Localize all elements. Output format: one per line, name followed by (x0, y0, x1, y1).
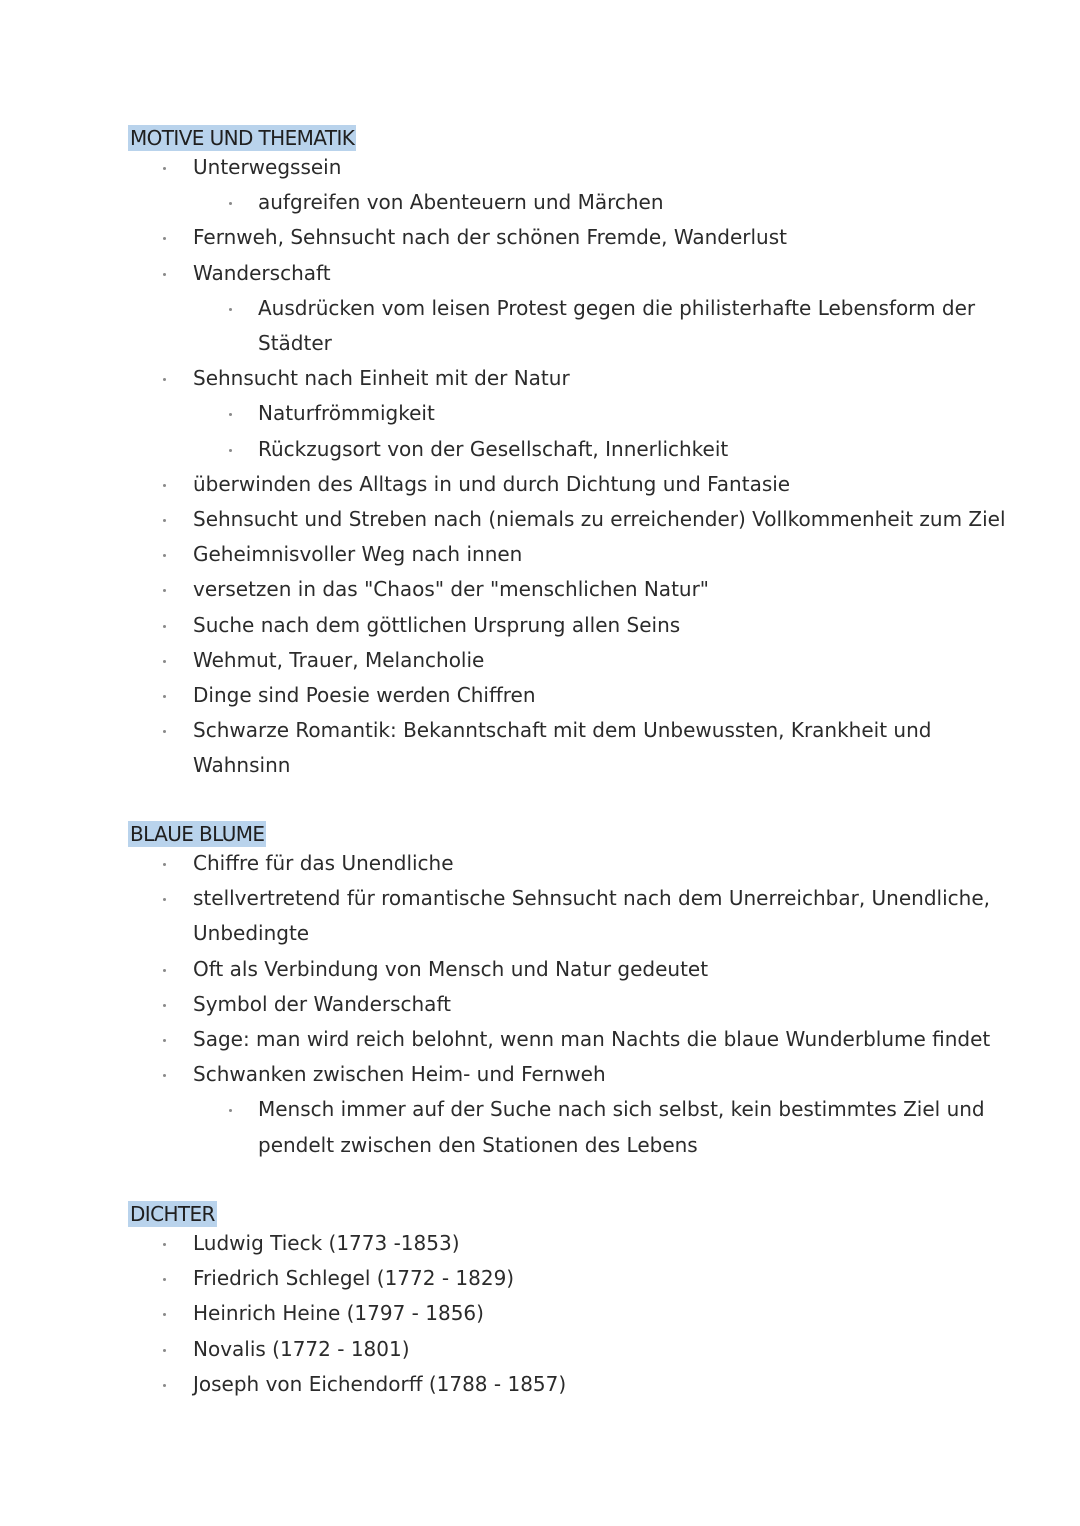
bullet-icon (163, 1278, 166, 1281)
sub-list-item: aufgreifen von Abenteuern und Märchen (258, 190, 664, 214)
list-item: Joseph von Eichendorff (1788 - 1857) (193, 1372, 567, 1396)
bullet-icon (163, 730, 166, 733)
bullet-icon (163, 1074, 166, 1077)
list-item: überwinden des Alltags in und durch Dichtung und Fantasie (193, 472, 791, 496)
list-item: Wanderschaft (193, 261, 331, 285)
list-item: Symbol der Wanderschaft (193, 992, 451, 1016)
list-item: Wehmut, Trauer, Melancholie (193, 648, 485, 672)
bullet-icon (163, 554, 166, 557)
bullet-icon (163, 1384, 166, 1387)
bullet-icon (163, 625, 166, 628)
list-item: Ludwig Tieck (1773 -1853) (193, 1231, 460, 1255)
list-item: Schwarze Romantik: Bekanntschaft mit dem Unbewussten, Krankheit und (193, 718, 932, 742)
bullet-icon (163, 519, 166, 522)
bullet-icon (163, 484, 166, 487)
list-item: versetzen in das "Chaos" der "menschlichen Natur" (193, 577, 710, 601)
sub-list-item: Mensch immer auf der Suche nach sich selbst, kein bestimmtes Ziel und (258, 1097, 985, 1121)
list-item: Sehnsucht und Streben nach (niemals zu erreichender) Vollkommenheit zum Ziel (193, 507, 1006, 531)
list-item: Chiffre für das Unendliche (193, 851, 454, 875)
bullet-icon (163, 167, 166, 170)
list-item: Suche nach dem göttlichen Ursprung allen Seins (193, 613, 681, 637)
bullet-icon (163, 969, 166, 972)
bullet-icon (163, 1039, 166, 1042)
list-item: Unterwegssein (193, 155, 342, 179)
bullet-icon (163, 660, 166, 663)
bullet-icon (229, 308, 232, 311)
sub-list-item: Naturfrömmigkeit (258, 401, 435, 425)
sub-list-item-continuation: pendelt zwischen den Stationen des Lebens (258, 1133, 698, 1157)
list-item-continuation: Unbedingte (193, 921, 310, 945)
list-item: Fernweh, Sehnsucht nach der schönen Fremde, Wanderlust (193, 225, 787, 249)
list-item: Schwanken zwischen Heim- und Fernweh (193, 1062, 606, 1086)
bullet-icon (229, 202, 232, 205)
bullet-icon (163, 1313, 166, 1316)
sub-list-item-continuation: Städter (258, 331, 332, 355)
list-item: Geheimnisvoller Weg nach innen (193, 542, 523, 566)
list-item: Oft als Verbindung von Mensch und Natur gedeutet (193, 957, 709, 981)
bullet-icon (163, 898, 166, 901)
bullet-icon (163, 1349, 166, 1352)
list-item: Sage: man wird reich belohnt, wenn man Nachts die blaue Wunderblume findet (193, 1027, 991, 1051)
bullet-icon (163, 378, 166, 381)
section-heading-motive-und-thematik: MOTIVE UND THEMATIK (130, 126, 355, 150)
section-heading-blaue-blume: BLAUE BLUME (130, 822, 265, 846)
bullet-icon (163, 237, 166, 240)
list-item: Sehnsucht nach Einheit mit der Natur (193, 366, 570, 390)
list-item: Novalis (1772 - 1801) (193, 1337, 410, 1361)
bullet-icon (163, 589, 166, 592)
list-item: Friedrich Schlegel (1772 - 1829) (193, 1266, 515, 1290)
section-heading-dichter: DICHTER (130, 1202, 215, 1226)
list-item-continuation: Wahnsinn (193, 753, 291, 777)
bullet-icon (229, 1109, 232, 1112)
bullet-icon (229, 449, 232, 452)
bullet-icon (163, 695, 166, 698)
bullet-icon (163, 863, 166, 866)
sub-list-item: Rückzugsort von der Gesellschaft, Innerlichkeit (258, 437, 729, 461)
list-item: Dinge sind Poesie werden Chiffren (193, 683, 536, 707)
sub-list-item: Ausdrücken vom leisen Protest gegen die philisterhafte Lebensform der (258, 296, 976, 320)
list-item: Heinrich Heine (1797 - 1856) (193, 1301, 484, 1325)
bullet-icon (163, 273, 166, 276)
list-item: stellvertretend für romantische Sehnsucht nach dem Unerreichbar, Unendliche, (193, 886, 990, 910)
bullet-icon (163, 1004, 166, 1007)
bullet-icon (229, 413, 232, 416)
bullet-icon (163, 1243, 166, 1246)
